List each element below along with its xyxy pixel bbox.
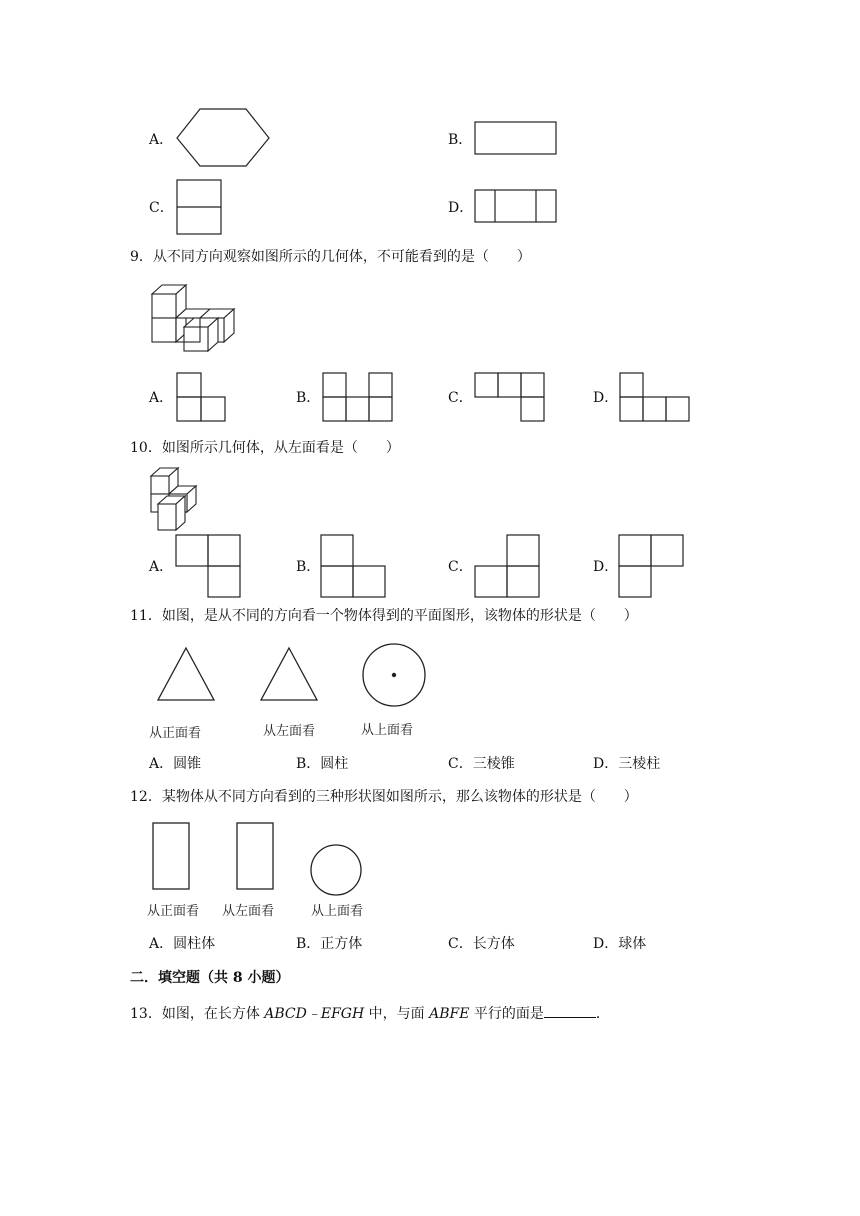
q9-option-c-figure — [474, 372, 548, 424]
q13-end: ． — [595, 1006, 610, 1022]
q12-left-view-caption: 从左面看 — [222, 904, 275, 919]
q12-option-a-label: A． — [149, 936, 174, 952]
q12-option-b — [296, 935, 362, 953]
hexagon-figure — [175, 108, 275, 170]
q11-option-b-label: B． — [296, 756, 321, 772]
q13-suffix: 平行的面是 — [469, 1006, 544, 1022]
stacked-squares-figure — [176, 179, 224, 237]
q9-option-d-figure — [619, 372, 693, 424]
q12-option-b-label: B． — [296, 936, 321, 952]
q9-option-a-label: A． — [149, 390, 174, 406]
q10-option-b-figure — [320, 534, 390, 600]
q11-option-d-label: D． — [593, 756, 619, 772]
q10-option-d-label: D． — [593, 559, 619, 575]
q11-option-d — [593, 755, 660, 773]
q11-option-b-text: 圆柱 — [320, 756, 349, 772]
q12-stem: 12．某物体从不同方向看到的三种形状图如图所示，那么该物体的形状是（ ） — [130, 789, 638, 805]
q9-option-c-label: C． — [448, 390, 473, 406]
q12-option-c-text: 长方体 — [472, 936, 515, 952]
q12-top-view-caption: 从上面看 — [311, 904, 364, 919]
q10-solid-figure — [148, 464, 208, 532]
q11-option-d-text: 三棱柱 — [618, 756, 661, 772]
q11-option-b — [296, 755, 348, 773]
q12-option-d-text: 球体 — [618, 936, 647, 952]
q10-option-c-label: C． — [448, 559, 473, 575]
q10-option-a-figure — [175, 534, 245, 600]
q12-option-b-text: 正方体 — [320, 936, 363, 952]
q11-option-c-text: 三棱锥 — [472, 756, 515, 772]
q12-front-view-caption: 从正面看 — [147, 904, 200, 919]
q13-middle: 中，与面 — [364, 1006, 430, 1022]
q11-top-circle — [361, 642, 429, 710]
q11-option-a — [149, 755, 201, 773]
q8-option-d-label: D． — [448, 200, 474, 216]
q9-option-d-label: D． — [593, 390, 619, 406]
q9-stem: 9．从不同方向观察如图所示的几何体，不可能看到的是（ ） — [130, 249, 531, 265]
q13-stem — [130, 1003, 610, 1023]
q12-option-d-label: D． — [593, 936, 619, 952]
q12-option-c — [448, 935, 515, 953]
q11-option-a-text: 圆锥 — [173, 756, 202, 772]
q8-option-b-label: B． — [448, 132, 473, 148]
q10-option-b-label: B． — [296, 559, 321, 575]
rectangle-figure — [474, 121, 558, 157]
q12-option-d — [593, 935, 646, 953]
q10-option-d-figure — [618, 534, 688, 600]
q9-option-b-label: B． — [296, 390, 321, 406]
q12-option-c-label: C． — [448, 936, 473, 952]
q13-answer-blank[interactable] — [544, 1003, 596, 1018]
q11-left-view-caption: 从左面看 — [263, 724, 316, 739]
q11-front-view-caption: 从正面看 — [149, 726, 202, 741]
q11-front-triangle — [156, 646, 218, 704]
q10-option-a-label: A． — [149, 559, 174, 575]
q11-option-c-label: C． — [448, 756, 473, 772]
section-heading-fill-in: 二．填空题（共 8 小题） — [130, 970, 290, 986]
q13-solid-name: ABCD﹣EFGH — [264, 1006, 365, 1022]
q12-front-rectangle — [152, 822, 192, 892]
q11-stem: 11．如图，是从不同的方向看一个物体得到的平面图形，该物体的形状是（ ） — [130, 608, 638, 624]
q12-left-rectangle — [236, 822, 276, 892]
q11-left-triangle — [259, 646, 321, 704]
q11-option-a-label: A． — [149, 756, 174, 772]
q8-option-c-label: C． — [149, 200, 174, 216]
q12-option-a-text: 圆柱体 — [173, 936, 216, 952]
q10-stem: 10．如图所示几何体，从左面看是（ ） — [130, 440, 400, 456]
three-panel-figure — [474, 189, 558, 225]
q8-option-a-label: A． — [149, 132, 174, 148]
q9-solid-figure — [148, 282, 240, 354]
q11-option-c — [448, 755, 515, 773]
q12-top-circle — [309, 843, 365, 899]
q10-option-c-figure — [474, 534, 544, 600]
q13-face-name: ABFE — [429, 1006, 470, 1022]
q9-option-b-figure — [322, 372, 396, 424]
q13-prefix: 13．如图，在长方体 — [130, 1006, 265, 1022]
q9-option-a-figure — [176, 372, 228, 424]
q11-top-view-caption: 从上面看 — [361, 723, 414, 738]
q12-option-a — [149, 935, 215, 953]
